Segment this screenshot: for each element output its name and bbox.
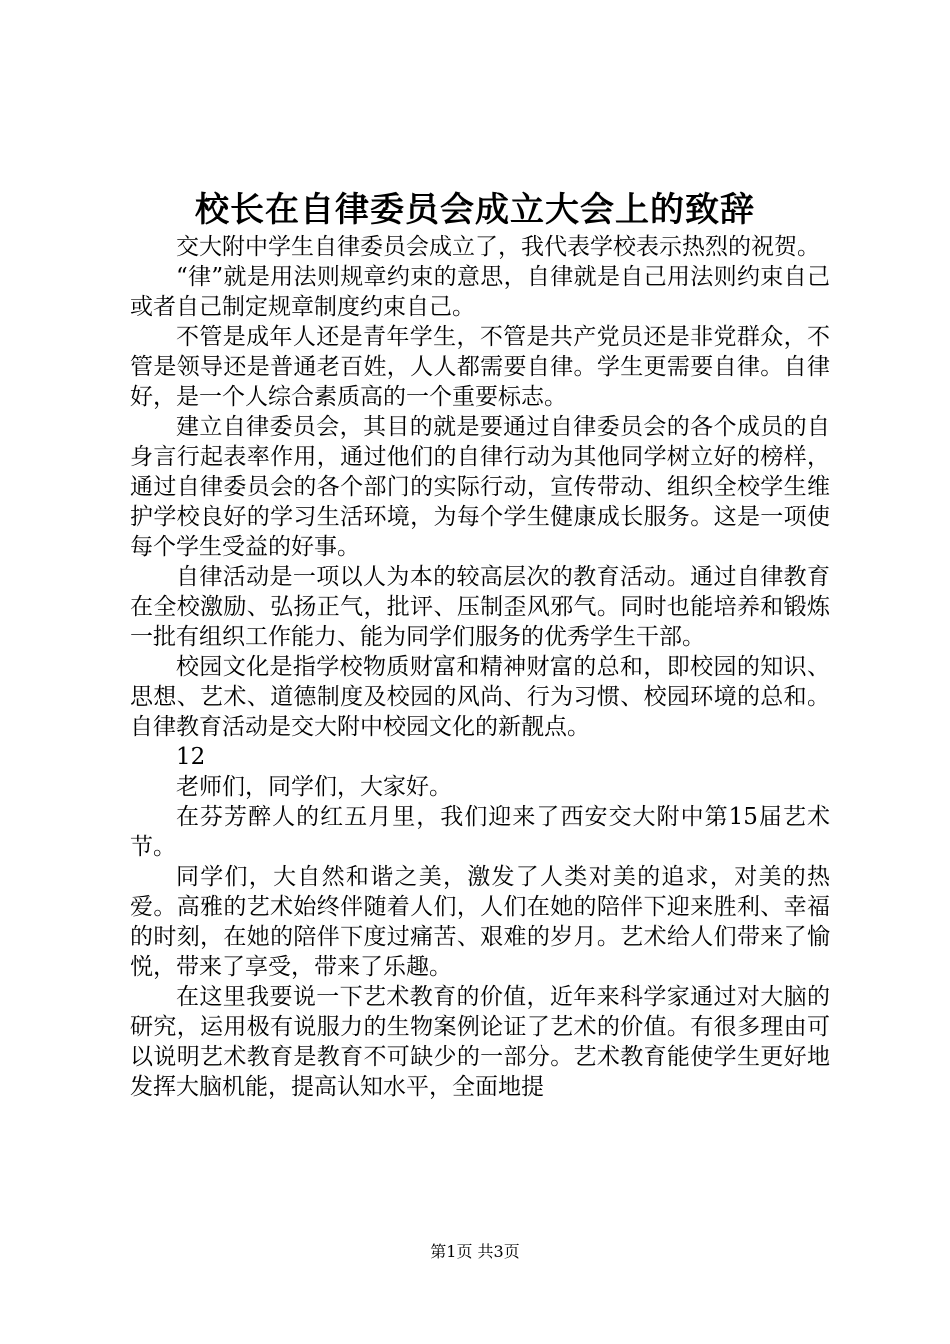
paragraph: 自律活动是一项以人为本的较高层次的教育活动。通过自律教育在全校激励、弘扬正气，批评、压制歪风邪气。同时也能培养和锻炼一批有组织工作能力、能为同学们服务的优秀学生干部。	[130, 564, 830, 650]
paragraph: 不管是成年人还是青年学生，不管是共产党员还是非党群众，不管是领导还是普通老百姓，人人都需要自律。学生更需要自律。自律好，是一个人综合素质高的一个重要标志。	[130, 324, 830, 410]
paragraph: 12	[176, 744, 206, 770]
paragraph: 老师们，同学们，大家好。	[176, 774, 452, 800]
document-body	[130, 232, 830, 1102]
paragraph: 校园文化是指学校物质财富和精神财富的总和，即校园的知识、思想、艺术、道德制度及校园的风尚、行为习惯、校园环境的总和。自律教育活动是交大附中校园文化的新靓点。	[130, 654, 830, 740]
paragraph: “律”就是用法则规章约束的意思，自律就是自己用法则约束自己或者自己制定规章制度约束自己。	[130, 264, 830, 320]
page-footer: 第1页 共3页	[430, 1242, 520, 1261]
paragraph: 交大附中学生自律委员会成立了，我代表学校表示热烈的祝贺。	[176, 234, 820, 260]
paragraph: 在这里我要说一下艺术教育的价值，近年来科学家通过对大脑的研究，运用极有说服力的生物案例论证了艺术的价值。有很多理由可以说明艺术教育是教育不可缺少的一部分。艺术教育能使学生更好地发挥大脑机能，提高认知水平，全面地提	[130, 984, 830, 1100]
paragraph: 同学们，大自然和谐之美，激发了人类对美的追求，对美的热爱。高雅的艺术始终伴随着人们，人们在她的陪伴下迎来胜利、幸福的时刻，在她的陪伴下度过痛苦、艰难的岁月。艺术给人们带来了愉悦，带来了享受，带来了乐趣。	[130, 864, 830, 980]
paragraph: 建立自律委员会，其目的就是要通过自律委员会的各个成员的自身言行起表率作用，通过他们的自律行动为其他同学树立好的榜样，通过自律委员会的各个部门的实际行动，宣传带动、组织全校学生维护学校良好的学习生活环境，为每个学生健康成长服务。这是一项使每个学生受益的好事。	[130, 414, 830, 560]
paragraph: 在芬芳醉人的红五月里，我们迎来了西安交大附中第15届艺术节。	[130, 804, 830, 860]
document-title: 校长在自律委员会成立大会上的致辞	[195, 190, 755, 230]
